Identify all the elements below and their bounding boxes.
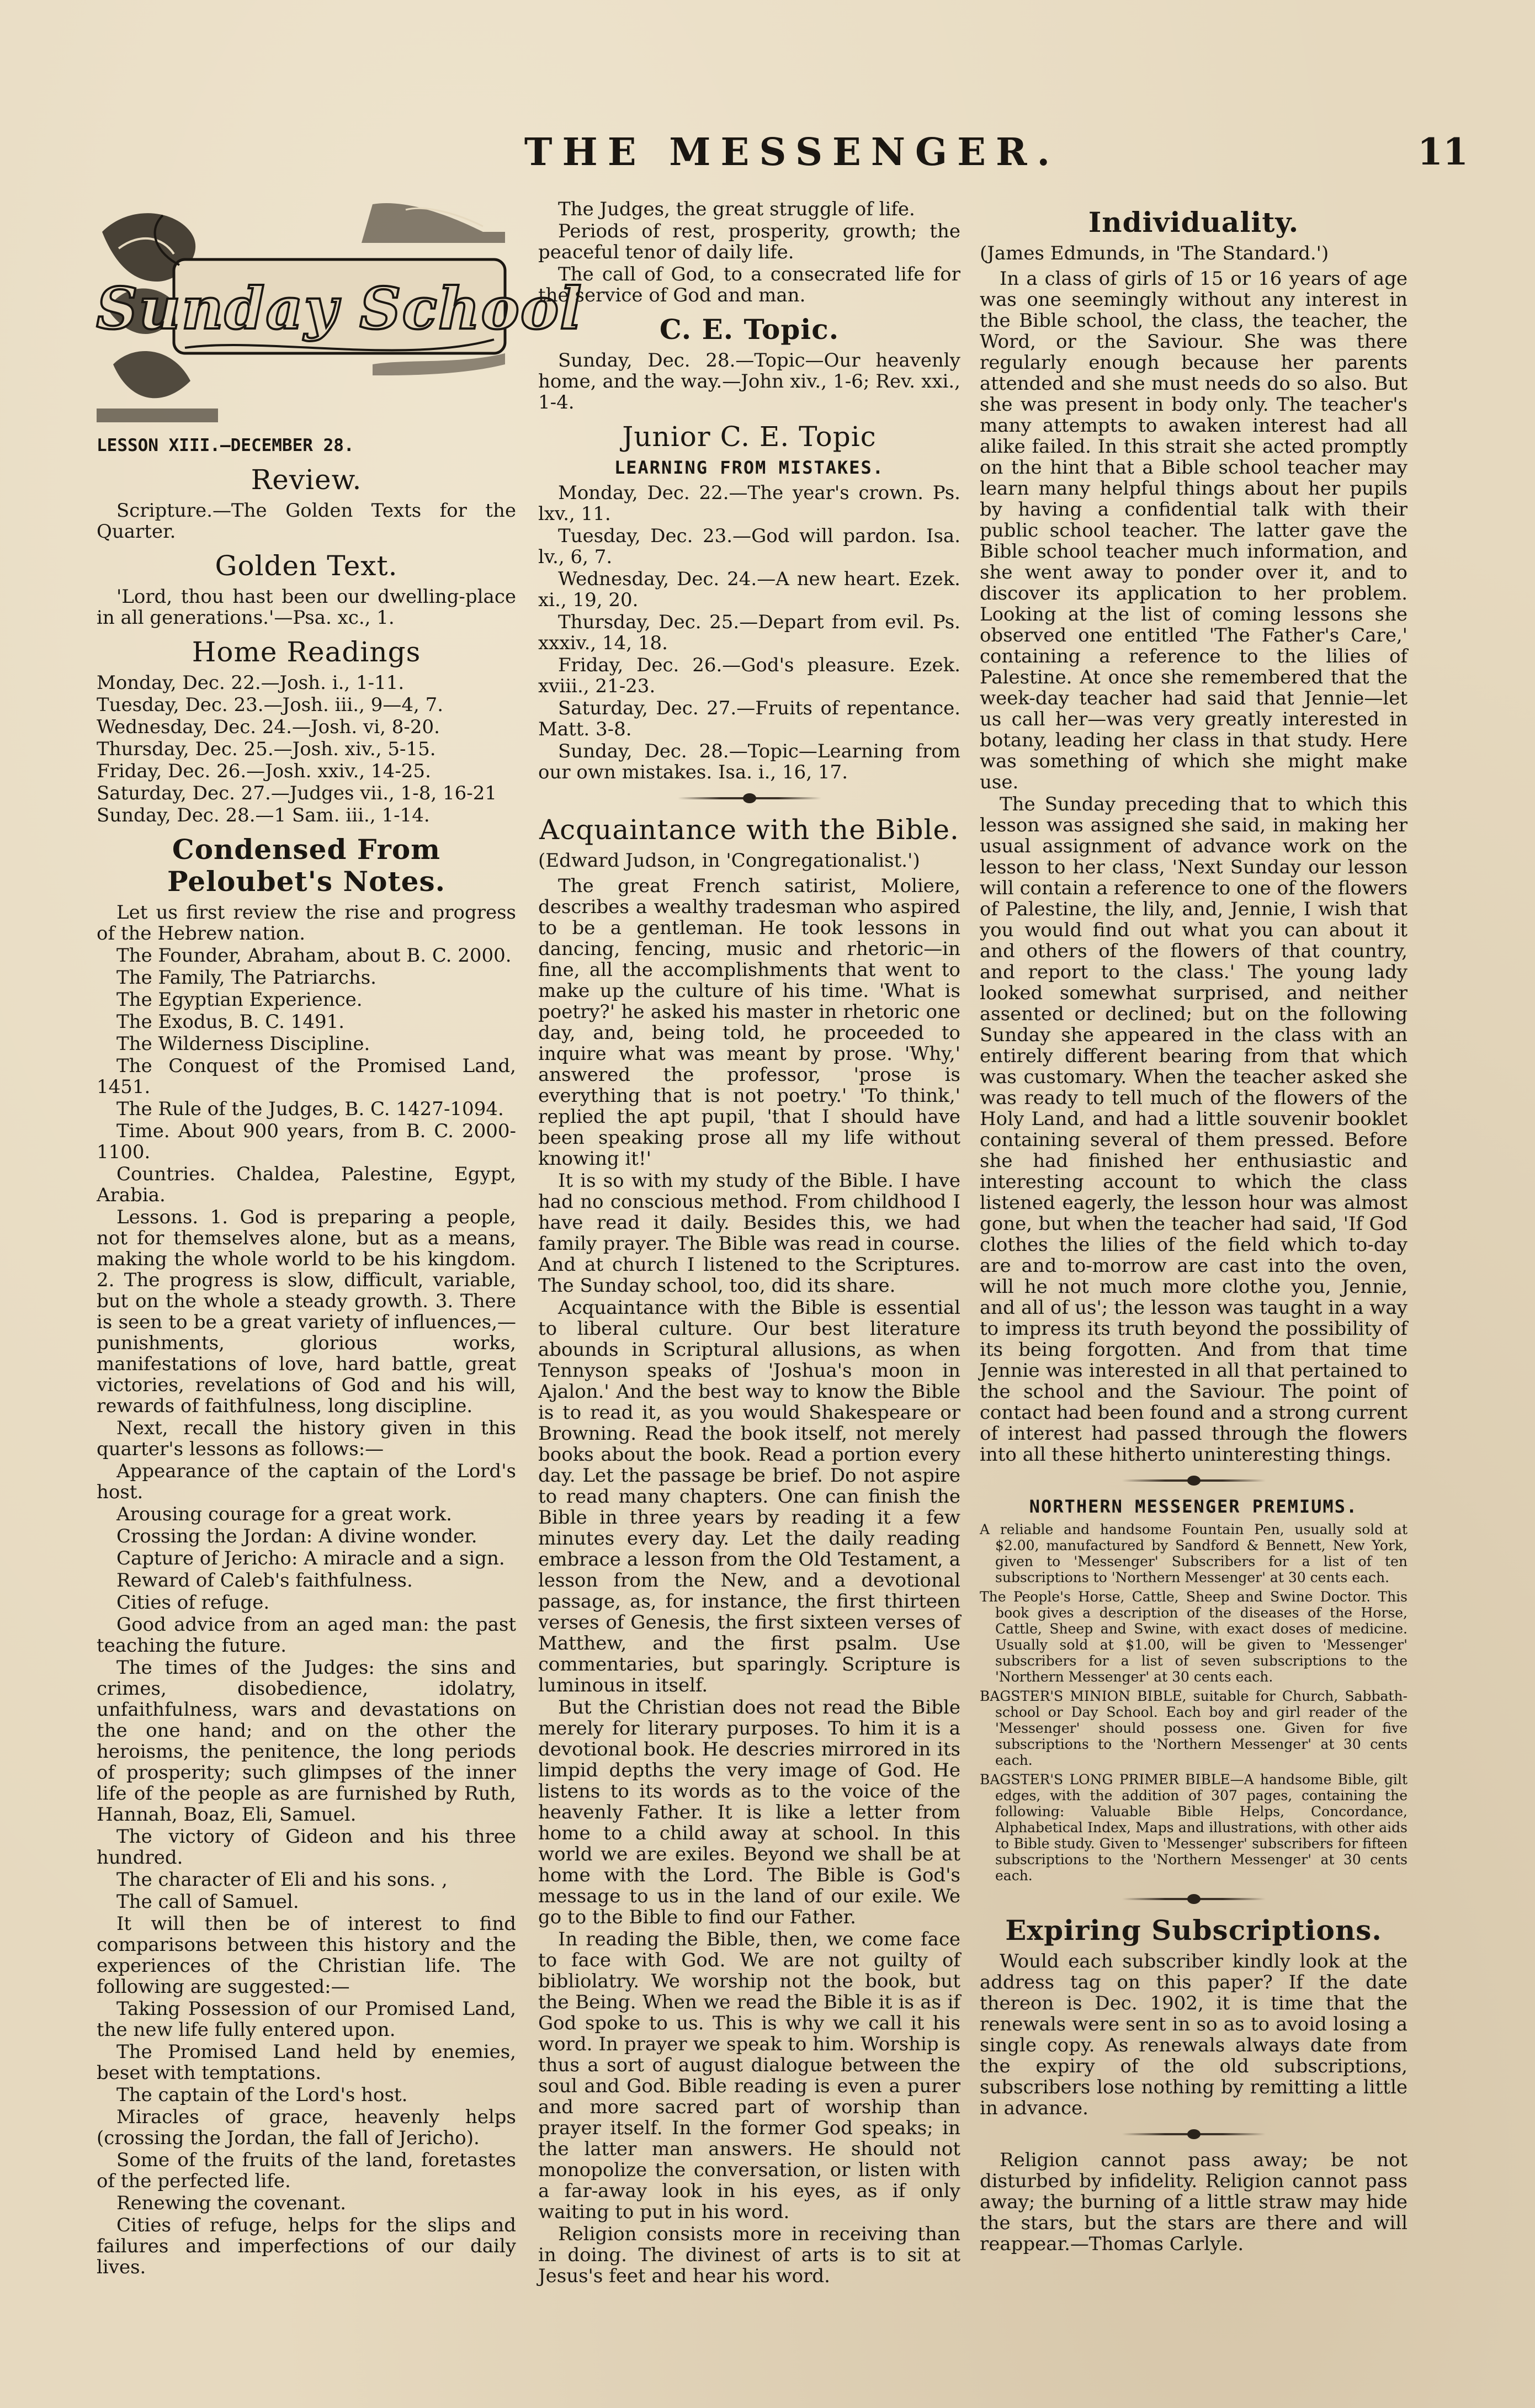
paragraph: Reward of Caleb's faithfulness. [116, 1569, 413, 1592]
paragraph: The victory of Gideon and his three hundred. [97, 1826, 516, 1869]
paragraph: The call of Samuel. [116, 1891, 299, 1913]
premiums-heading: NORTHERN MESSENGER PREMIUMS. [1029, 1496, 1358, 1517]
paragraph: Acquaintance with the Bible is essential to liberal culture. Our best literature abounds in Scriptural allusions, as when Tennyson speaks of 'Joshua's moon in Ajalon.' And the best way to know the Bible is to read it, as you would Shakespeare or Browning. Read the book itself, not merely books about the book. Read a portion every day. Let the passage be brief. Do not aspire to read many chapters. One can finish the Bible in three years by reading it a few minutes every day. Let the daily reading embrace a lesson from the Old Testament, a lesson from the New, and a devotional passage, as, for instance, the first thirteen verses of Genesis, the first sixteen verses of Matthew, and the first psalm. Use commentaries, but sparingly. Scripture is luminous in itself. [538, 1297, 960, 1696]
paragraph: The Egyptian Experience. [116, 989, 363, 1011]
junior-item: Friday, Dec. 26.—God's pleasure. Ezek. xviii., 21-23. [538, 654, 960, 697]
premium-item: A reliable and handsome Fountain Pen, usually sold at $2.00, manufactured by Sandford & Bennett, New York, given to 'Messenger' Subscribers for a list of ten subscriptions to 'Northern Messenger' at 30 cents each. [980, 1521, 1407, 1585]
paragraph: Lessons. 1. God is preparing a people, not for themselves alone, but as a means, making the whole world to be his kingdom. 2. The progress is slow, difficult, variable, but on the whole a steady growth. 3. There is seen to be a great variety of influences,—punishments, glorious works, manifestations of love, hard battle, great victories, revelations of God and his will, rewards of faithfulness, long discipline. [97, 1206, 516, 1417]
section-divider [1122, 1479, 1266, 1482]
junior-ce-heading: Junior C. E. Topic [622, 421, 877, 453]
logo-wordmark: Sunday School [96, 274, 583, 342]
column-left [96, 199, 583, 2278]
paragraph: It is so with my study of the Bible. I have had no conscious method. From childhood I have read it daily. Besides this, we had family prayer. The Bible was read in course. And at church I listened to the Scriptures. The Sunday school, too, did its share. [538, 1170, 960, 1297]
paragraph: The character of Eli and his sons. , [116, 1869, 448, 1891]
junior-ce-subheading: LEARNING FROM MISTAKES. [614, 457, 885, 478]
paragraph: Arousing courage for a great work. [116, 1503, 452, 1525]
page-number: 11 [1417, 130, 1468, 173]
expiring-subscriptions-heading: Expiring Subscriptions. [1005, 1914, 1382, 1946]
paragraph: Religion consists more in receiving than in doing. The divinest of arts is to sit at Jesus's feet and hear his word. [538, 2223, 960, 2287]
paragraph: Time. About 900 years, from B. C. 2000-1100. [97, 1120, 516, 1163]
golden-text: 'Lord, thou hast been our dwelling-place in all generations.'—Psa. xc., 1. [97, 586, 516, 629]
paragraph: Capture of Jericho: A miracle and a sign. [116, 1547, 505, 1569]
review-heading: Review. [251, 464, 362, 496]
paragraph: The Sunday preceding that to which this lesson was assigned she said, in making her usual assignment of advance work on the lesson to her class, 'Next Sunday our lesson will contain a reference to one of the flowers of Palestine, the lily, and, Jennie, I wish that you would find out what you can about it and others of the flowers of that country, and report to the class.' The young lady looked somewhat surprised, and neither assented or declined; but on the following Sunday she appeared in the class with an entirely different bearing from that which was customary. When the teacher asked she was ready to tell much of the flowers of the Holy Land, and had a little souvenir booklet containing several of them pressed. Before she had finished her enthusiastic and interesting account to which the class listened eagerly, the lesson hour was almost gone, but when the teacher had said, 'If God clothes the lilies of the field which to-day are and to-morrow are cast into the oven, will he not much more clothe you, Jennie, and all of us'; the lesson was taught in a way to impress its truth beyond the possibility of its being forgotten. And from that time Jennie was interested in all that pertained to the school and the Saviour. The point of contact had been found and a strong current of interest had passed through the flowers into all these hitherto uninteresting things. [980, 793, 1407, 1466]
golden-text-heading: Golden Text. [215, 550, 398, 582]
ce-topic-heading: C. E. Topic. [659, 313, 840, 346]
paragraph: But the Christian does not read the Bible merely for literary purposes. To him it is a devotional book. He descries mirrored in its limpid depths the very image of God. He listens to its words as to the voice of the heavenly Father. It is like a letter from home to a child away at school. In this world we are exiles. Beyond we shall be at home with the Lord. The Bible is God's message to us in the land of our exile. We go to the Bible to find our Father. [538, 1696, 960, 1928]
paragraph: The times of the Judges: the sins and crimes, disobedience, idolatry, unfaithfulness, wars and devastations on the one hand; and on the other the heroisms, the penitence, the long periods of prosperity; such glimpses of the inner life of the people as are furnished by Ruth, Hannah, Boaz, Eli, Samuel. [97, 1657, 516, 1826]
section-divider [1122, 2133, 1266, 2135]
paragraph: The Exodus, B. C. 1491. [116, 1011, 345, 1033]
individuality-heading: Individuality. [1088, 206, 1299, 238]
paragraph: The Rule of the Judges, B. C. 1427-1094. [116, 1098, 504, 1120]
paragraph: Taking Possession of our Promised Land, the new life fully entered upon. [97, 1998, 516, 2041]
paragraph: The Judges, the great struggle of life. [558, 198, 915, 220]
acquaintance-heading: Acquaintance with the Bible. [539, 814, 959, 846]
junior-item: Monday, Dec. 22.—The year's crown. Ps. lxv., 11. [538, 482, 960, 525]
column-right [980, 199, 1407, 2274]
newspaper-title: THE MESSENGER. [524, 130, 1060, 174]
lesson-heading: LESSON XIII.—DECEMBER 28. [97, 436, 354, 455]
reading-item: Friday, Dec. 26.—Josh. xxiv., 14-25. [97, 760, 431, 782]
paragraph: The great French satirist, Moliere, describes a wealthy tradesman who aspired to be a gentleman. He took lessons in dancing, fencing, music and rhetoric—in fine, all the accomplishments that went to make up the culture of his time. 'What is poetry?' he asked his master in rhetoric one day, and, being told, he proceeded to inquire what was meant by prose. 'Why,' answered the professor, 'prose is everything that is not poetry.' 'To think,' replied the apt pupil, 'that I should have been speaking prose all my life without knowing it!' [538, 875, 960, 1170]
reading-item: Monday, Dec. 22.—Josh. i., 1-11. [97, 672, 405, 694]
reading-item: Saturday, Dec. 27.—Judges vii., 1-8, 16-21 [97, 782, 497, 804]
premium-item: BAGSTER'S MINION BIBLE, suitable for Church, Sabbath-school or Day School. Each boy and girl reader of the 'Messenger' should possess one. Given for five subscriptions to the 'Northern Messenger' at 30 cents each. [980, 1688, 1407, 1768]
paragraph: The Promised Land held by enemies, beset with temptations. [97, 2041, 516, 2084]
paragraph: The Family, The Patriarchs. [116, 967, 376, 989]
premium-item: BAGSTER'S LONG PRIMER BIBLE—A handsome Bible, gilt edges, with the addition of 307 pages, containing the following: Valuable Bible Helps, Concordance, Alphabetical Index, Maps and illustrations, with other aids to Bible study. Given to 'Messenger' subscribers for fifteen subscriptions to the 'Northern Messenger' at 30 cents each. [980, 1771, 1407, 1884]
paragraph: Cities of refuge. [116, 1592, 270, 1614]
premium-item: The People's Horse, Cattle, Sheep and Swine Doctor. This book gives a description of the diseases of the Horse, Cattle, Sheep and Swine, with exact doses of medicine. Usually sold at $1.00, will be given to 'Messenger' subscribers for a list of seven subscriptions to the 'Northern Messenger' at 30 cents each. [980, 1589, 1407, 1685]
junior-item: Sunday, Dec. 28.—Topic—Learning from our own mistakes. Isa. i., 16, 17. [538, 740, 960, 783]
home-readings-heading: Home Readings [192, 636, 421, 668]
junior-item: Thursday, Dec. 25.—Depart from evil. Ps. xxxiv., 14, 18. [538, 611, 960, 654]
junior-item: Saturday, Dec. 27.—Fruits of repentance. Matt. 3-8. [538, 697, 960, 740]
masthead [99, 130, 1490, 180]
paragraph: Good advice from an aged man: the past teaching the future. [97, 1614, 516, 1657]
section-divider [1122, 1898, 1266, 1900]
sunday-school-logo [96, 199, 583, 425]
junior-item: Tuesday, Dec. 23.—God will pardon. Isa. lv., 6, 7. [538, 525, 960, 568]
expiring-subscriptions-text: Would each subscriber kindly look at the address tag on this paper? If the date thereon is Dec. 1902, it is time that the renewals were sent in so as to avoid losing a single copy. As renewals always date from the expiry of the old subscriptions, subscribers lose nothing by remitting a little in advance. [980, 1950, 1407, 2119]
condensed-notes-heading: Condensed From Peloubet's Notes. [167, 833, 445, 898]
paragraph: Some of the fruits of the land, foretastes of the perfected life. [97, 2149, 516, 2192]
paragraph: Let us first review the rise and progress of the Hebrew nation. [97, 901, 516, 945]
reading-item: Sunday, Dec. 28.—1 Sam. iii., 1-14. [97, 804, 430, 826]
reading-item: Tuesday, Dec. 23.—Josh. iii., 9—4, 7. [97, 694, 444, 716]
reading-item: Wednesday, Dec. 24.—Josh. vi, 8-20. [97, 716, 440, 738]
paragraph: Appearance of the captain of the Lord's host. [97, 1460, 516, 1503]
paragraph: The Founder, Abraham, about B. C. 2000. [116, 945, 512, 967]
paragraph: Renewing the covenant. [116, 2192, 347, 2214]
paragraph: In a class of girls of 15 or 16 years of age was one seemingly without any interest in the Bible school, the class, the teacher, the Word, or the Saviour. She was there regularly enough because her parents attended and she must needs do so also. But she was present in body only. The teacher's many attempts to awaken interest had all alike failed. In this strait she acted promptly on the hint that a Bible school teacher may learn many helpful things about her pupils by having a confidential talk with their public school teacher. The latter gave the Bible school teacher much information, and she went away to ponder over it, and to discover its application to her problem. Looking at the list of coming lessons she observed one entitled 'The Father's Care,' containing a reference to the lilies of Palestine. At once she remembered that the week-day teacher had said that Jennie—let us call her—was very greatly interested in botany, leading her class in that study. Here was something of which she might make use. [980, 268, 1407, 793]
paragraph: The Wilderness Discipline. [116, 1033, 370, 1055]
paragraph: Periods of rest, prosperity, growth; the peaceful tenor of daily life. [538, 220, 960, 263]
review-text: Scripture.—The Golden Texts for the Quarter. [97, 500, 516, 543]
junior-item: Wednesday, Dec. 24.—A new heart. Ezek. xi., 19, 20. [538, 568, 960, 611]
paragraph: Miracles of grace, heavenly helps (crossing the Jordan, the fall of Jericho). [97, 2106, 516, 2149]
paragraph: Cities of refuge, helps for the slips and failures and imperfections of our daily lives. [97, 2214, 516, 2278]
paragraph: The Conquest of the Promised Land, 1451. [97, 1055, 516, 1098]
ce-topic-text: Sunday, Dec. 28.—Topic—Our heavenly home, and the way.—John xiv., 1-6; Rev. xxi., 1-4. [538, 349, 960, 413]
acquaintance-byline: (Edward Judson, in 'Congregationalist.') [538, 850, 920, 872]
paragraph: The call of God, to a consecrated life for the service of God and man. [538, 263, 960, 306]
section-divider [678, 797, 821, 799]
column-middle [538, 198, 960, 2287]
paragraph: In reading the Bible, then, we come face to face with God. We are not guilty of bibliolatry. We worship not the book, but the Being. When we read the Bible it is as if God spoke to us. This is why we call it his word. In prayer we speak to him. Worship is thus a sort of august dialogue between the soul and God. Bible reading is even a purer and more sacred part of worship than prayer itself. In the former God speaks; in the latter man answers. He should not monopolize the conversation, or listen with a far-away look in his eyes, as if only waiting to put in his word. [538, 1928, 960, 2223]
paragraph: The captain of the Lord's host. [116, 2084, 408, 2106]
paragraph: It will then be of interest to find comparisons between this history and the experiences of the Christian life. The following are suggested:— [97, 1913, 516, 1998]
carlyle-quote: Religion cannot pass away; be not disturbed by infidelity. Religion cannot pass away; the burning of a little straw may hide the stars, but the stars are there and will reappear.—Thomas Carlyle. [980, 2149, 1407, 2255]
reading-item: Thursday, Dec. 25.—Josh. xiv., 5-15. [97, 738, 436, 760]
paragraph: Crossing the Jordan: A divine wonder. [116, 1525, 477, 1547]
paragraph: Countries. Chaldea, Palestine, Egypt, Arabia. [97, 1163, 516, 1206]
individuality-byline: (James Edmunds, in 'The Standard.') [980, 242, 1329, 264]
paragraph: Next, recall the history given in this quarter's lessons as follows:— [97, 1417, 516, 1460]
premiums-list [980, 1521, 1407, 1884]
home-readings-list [97, 672, 516, 826]
condensed-notes-body [97, 902, 516, 2278]
